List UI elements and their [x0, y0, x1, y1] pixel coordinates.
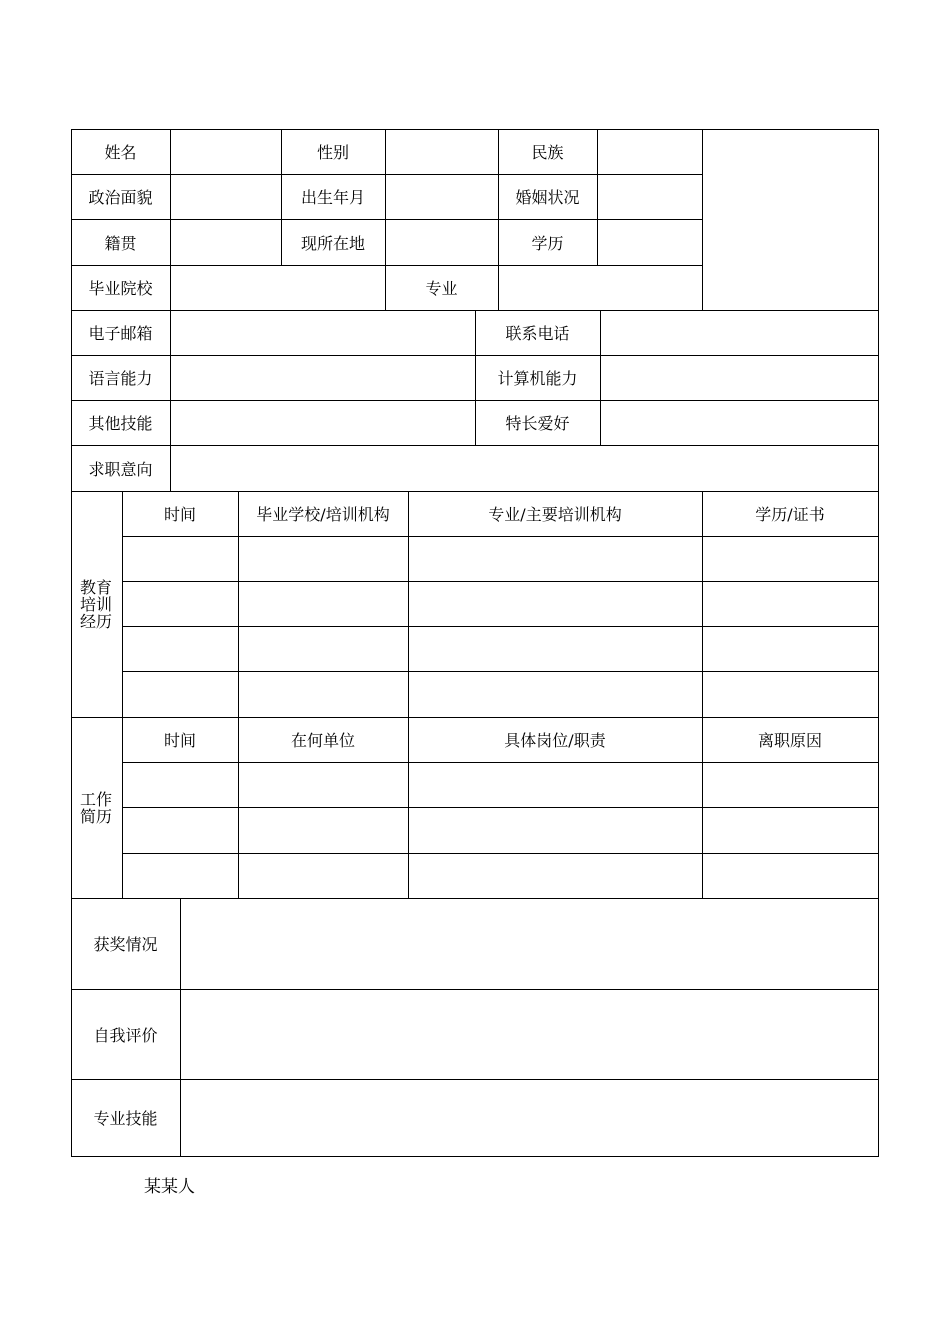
label-job-intention: 求职意向 [88, 459, 153, 479]
gender-input[interactable] [386, 130, 498, 174]
photo-area[interactable] [703, 130, 878, 310]
other-skills-input[interactable] [171, 401, 475, 445]
professional-skills-input[interactable] [181, 1080, 878, 1156]
label-self-evaluation: 自我评价 [93, 1025, 158, 1045]
label-gender: 性别 [316, 143, 349, 162]
edu-header-major: 专业/主要培训机构 [488, 505, 622, 524]
work-section-label-text: 工作简历 [79, 789, 112, 826]
education-section-label [71, 491, 121, 717]
label-major: 专业 [425, 279, 458, 298]
label-professional-skills: 专业技能 [93, 1109, 158, 1128]
label-birth-date: 出生年月 [300, 188, 365, 207]
native-place-input[interactable] [171, 220, 281, 265]
work-header-position: 具体岗位/职责 [504, 731, 606, 750]
work-header-company: 在何单位 [290, 731, 355, 750]
current-location-input[interactable] [386, 220, 498, 265]
label-email: 电子邮箱 [88, 324, 153, 343]
label-language: 语言能力 [88, 369, 153, 388]
email-input[interactable] [171, 311, 475, 355]
phone-input[interactable] [601, 311, 878, 355]
edu-row-3[interactable] [123, 627, 878, 671]
computer-input[interactable] [601, 356, 878, 400]
label-education: 学历 [531, 233, 564, 253]
label-ethnicity: 民族 [531, 143, 564, 162]
marital-status-input[interactable] [598, 175, 702, 219]
signature: 某某人 [144, 1177, 195, 1197]
ethnicity-input[interactable] [598, 130, 702, 174]
label-name: 姓名 [104, 143, 137, 162]
label-marital-status: 婚姻状况 [515, 188, 580, 207]
edu-row-2[interactable] [123, 582, 878, 626]
specialty-input[interactable] [601, 401, 878, 445]
awards-input[interactable] [181, 899, 878, 989]
edu-row-4[interactable] [123, 672, 878, 717]
work-header-time: 时间 [163, 731, 196, 750]
edu-header-school: 毕业学校/培训机构 [256, 505, 390, 524]
label-computer: 计算机能力 [497, 369, 578, 388]
work-row-2[interactable] [123, 808, 878, 853]
label-other-skills: 其他技能 [88, 414, 153, 433]
education-section-label-text: 教育培训经历 [79, 577, 112, 631]
label-current-location: 现所在地 [300, 233, 365, 253]
label-graduate-school: 毕业院校 [88, 279, 153, 298]
work-row-1[interactable] [123, 763, 878, 807]
work-section-label [71, 717, 121, 898]
edu-header-degree: 学历/证书 [755, 505, 825, 524]
label-native-place: 籍贯 [104, 233, 137, 253]
edu-row-1[interactable] [123, 537, 878, 581]
political-status-input[interactable] [171, 175, 281, 219]
work-header-reason: 离职原因 [757, 731, 822, 750]
language-input[interactable] [171, 356, 475, 400]
label-specialty: 特长爱好 [505, 414, 570, 433]
birth-date-input[interactable] [386, 175, 498, 219]
label-phone: 联系电话 [505, 324, 570, 343]
major-input[interactable] [499, 266, 702, 310]
self-evaluation-input[interactable] [181, 990, 878, 1079]
name-input[interactable] [171, 130, 281, 174]
label-political-status: 政治面貌 [88, 188, 153, 207]
work-row-3[interactable] [123, 854, 878, 898]
graduate-school-input[interactable] [171, 266, 385, 310]
education-input[interactable] [598, 220, 702, 265]
job-intention-input[interactable] [171, 446, 878, 491]
edu-header-time: 时间 [163, 505, 196, 524]
label-awards: 获奖情况 [93, 935, 158, 954]
